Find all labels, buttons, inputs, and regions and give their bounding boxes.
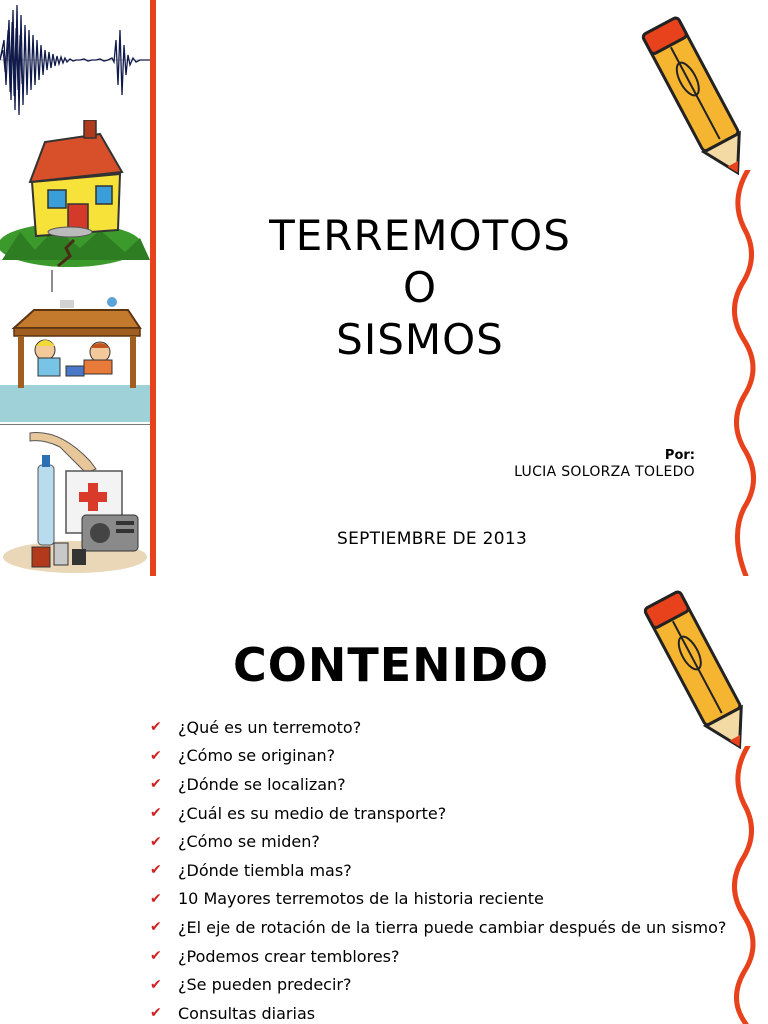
list-item-text: ¿Qué es un terremoto? — [178, 717, 362, 737]
list-item — [150, 885, 726, 914]
check-icon: ✔ — [150, 890, 162, 907]
author-name: LUCIA SOLORZA TOLEDO — [514, 464, 695, 480]
list-item — [150, 970, 726, 999]
list-item — [150, 856, 726, 885]
check-icon: ✔ — [150, 862, 162, 879]
list-item-text: 10 Mayores terremotos de la historia reciente — [178, 889, 544, 909]
pencil-icon — [640, 6, 758, 191]
check-icon: ✔ — [150, 719, 162, 736]
list-item — [150, 770, 726, 799]
pencil-icon — [642, 580, 760, 765]
slide-title-line-2: O — [402, 263, 438, 312]
list-item-text: ¿Se pueden predecir? — [178, 975, 352, 995]
check-icon: ✔ — [150, 948, 162, 965]
slide-title-line-1: TERREMOTOS — [269, 211, 571, 260]
list-item-text: ¿Cómo se miden? — [178, 832, 320, 852]
contents-heading: CONTENIDO — [233, 638, 550, 692]
image-strip — [0, 0, 150, 576]
list-item — [150, 827, 726, 856]
squiggle-line — [722, 746, 768, 1024]
check-icon: ✔ — [150, 833, 162, 850]
list-item-text: ¿Dónde se localizan? — [178, 774, 346, 794]
by-label: Por: — [664, 448, 695, 463]
list-item — [150, 999, 726, 1024]
contents-list — [150, 713, 726, 1024]
list-item — [150, 942, 726, 971]
check-icon: ✔ — [150, 1005, 162, 1022]
contents-slide — [0, 576, 768, 1024]
list-item — [150, 913, 726, 942]
list-item-text: ¿Cómo se originan? — [178, 746, 336, 766]
cracked-house-image — [0, 120, 150, 270]
list-item-text: ¿Podemos crear temblores? — [178, 946, 400, 966]
children-under-table-image — [0, 270, 150, 422]
slide-title-line-3: SISMOS — [336, 315, 504, 364]
list-item-text: ¿El eje de rotación de la tierra puede cambiar después de un sismo? — [178, 917, 727, 937]
emergency-kit-image — [0, 424, 150, 576]
check-icon: ✔ — [150, 776, 162, 793]
check-icon: ✔ — [150, 919, 162, 936]
check-icon: ✔ — [150, 747, 162, 764]
check-icon: ✔ — [150, 976, 162, 993]
list-item — [150, 713, 726, 742]
list-item — [150, 799, 726, 828]
presentation-date: SEPTIEMBRE DE 2013 — [337, 529, 528, 549]
check-icon: ✔ — [150, 805, 162, 822]
list-item-text: ¿Cuál es su medio de transporte? — [178, 803, 447, 823]
list-item — [150, 742, 726, 771]
accent-divider — [150, 0, 156, 576]
list-item-text: Consultas diarias — [178, 1003, 316, 1023]
squiggle-line — [722, 170, 768, 576]
seismograph-image — [0, 0, 150, 120]
list-item-text: ¿Dónde tiembla mas? — [178, 860, 352, 880]
